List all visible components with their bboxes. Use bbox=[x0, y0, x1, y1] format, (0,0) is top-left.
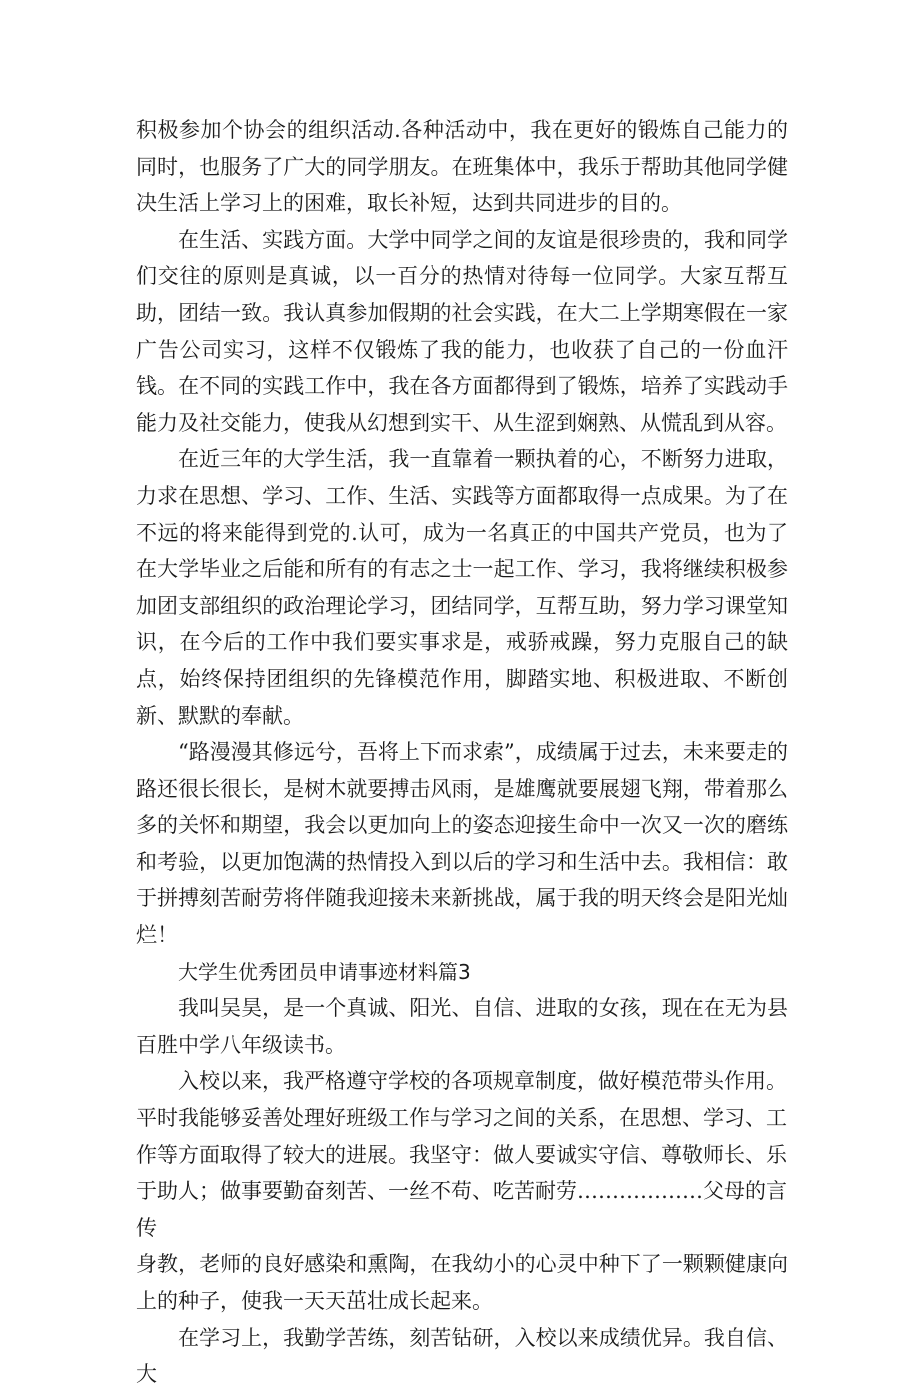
paragraph-quote: “路漫漫其修远兮，吾将上下而求索”，成绩属于过去，未来要走的路还很长很长，是树木就要搏击风雨，是雄鹰就要展翅飞翔，带着那么多的关怀和期望，我会以更加向上的姿态迎接生命中一次又一次的磨练和考验，以更加饱满的热情投入到以后的学习和生活中去。我相信：敢于拼搏刻苦耐劳将伴随我迎接未来新挑战，属于我的明天终会是阳光灿烂！ bbox=[136, 740, 788, 948]
paragraph-three-years: 在近三年的大学生活，我一直靠着一颗执着的心，不断努力进取，力求在思想、学习、工作、生活、实践等方面都取得一点成果。为了在不远的将来能得到党的.认可，成为一名真正的中国共产党员，也为了在大学毕业之后能和所有的有志之士一起工作、学习，我将继续积极参加团支部组织的政治理论学习，团结同学，互帮互助，努力学习课堂知识，在今后的工作中我们要实事求是，戒骄戒躁，努力克服自己的缺点，始终保持团组织的先锋模范作用，脚踏实地、积极进取、不断创新、默默的奉献。 bbox=[136, 447, 788, 728]
section-heading: 大学生优秀团员申请事迹材料篇3 bbox=[178, 959, 471, 984]
paragraph-life-practice: 在生活、实践方面。大学中同学之间的友谊是很珍贵的，我和同学们交往的原则是真诚，以一百分的热情对待每一位同学。大家互帮互助，团结一致。我认真参加假期的社会实践，在大二上学期寒假在一家广告公司实习，这样不仅锻炼了我的能力，也收获了自己的一份血汗钱。在不同的实践工作中，我在各方面都得到了锻炼，培养了实践动手能力及社交能力，使我从幻想到实干、从生涩到娴熟、从慌乱到从容。 bbox=[136, 227, 788, 435]
paragraph-study: 在学习上，我勤学苦练，刻苦钻研，入校以来成绩优异。我自信、大 bbox=[136, 1325, 788, 1387]
paragraph-parents-teachers: 身教，老师的良好感染和熏陶，在我幼小的心灵中种下了一颗颗健康向上的种子，使我一天天茁壮成长起来。 bbox=[136, 1252, 788, 1313]
paragraph-introduction: 我叫吴昊，是一个真诚、阳光、自信、进取的女孩，现在在无为县百胜中学八年级读书。 bbox=[136, 996, 788, 1057]
document-body bbox=[136, 112, 788, 1393]
paragraph-activities: 积极参加个协会的组织活动.各种活动中，我在更好的锻炼自己能力的同时，也服务了广大的同学朋友。在班集体中，我乐于帮助其他同学健决生活上学习上的困难，取长补短，达到共同进步的目的。 bbox=[136, 118, 788, 216]
paragraph-school-conduct: 入校以来，我严格遵守学校的各项规章制度，做好模范带头作用。平时我能够妥善处理好班级工作与学习之间的关系，在思想、学习、工作等方面取得了较大的进展。我坚守：做人要诚实守信、尊敬师长、乐于助人；做事要勤奋刻苦、一丝不苟、吃苦耐劳………………父母的言传 bbox=[136, 1069, 787, 1240]
